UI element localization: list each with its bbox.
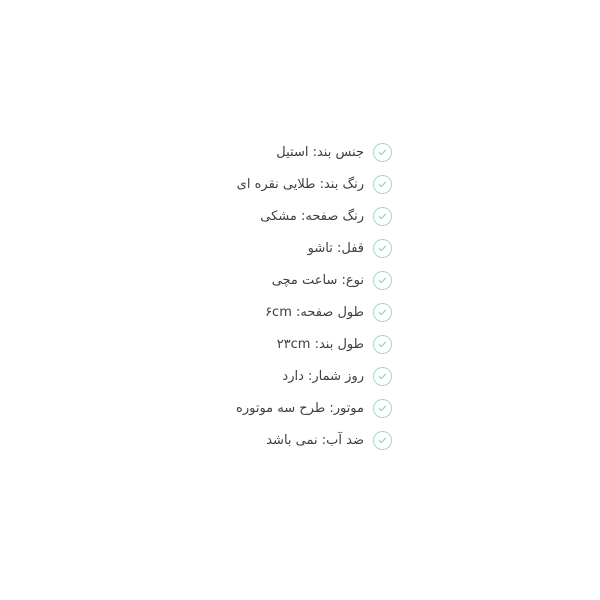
list-item — [202, 296, 392, 328]
list-item — [202, 200, 392, 232]
check-circle-icon — [373, 143, 392, 162]
spec-text: رنگ بند: طلایی نقره ای — [236, 176, 364, 192]
list-item — [202, 136, 392, 168]
spec-text: قفل: تاشو — [307, 240, 364, 256]
check-circle-icon — [373, 399, 392, 418]
check-circle-icon — [373, 303, 392, 322]
spec-text: رنگ صفحه: مشکی — [260, 208, 364, 224]
spec-text: موتور: طرح سه موتوره — [236, 400, 364, 416]
list-item — [202, 392, 392, 424]
spec-text: نوع: ساعت مچی — [271, 272, 364, 288]
list-item — [202, 168, 392, 200]
spec-text: طول بند: ۲۳cm — [276, 336, 364, 352]
list-item — [202, 232, 392, 264]
spec-text: ضد آب: نمی باشد — [266, 432, 364, 448]
list-item — [202, 328, 392, 360]
check-circle-icon — [373, 175, 392, 194]
check-circle-icon — [373, 431, 392, 450]
list-item — [202, 360, 392, 392]
specification-list — [202, 136, 392, 456]
check-circle-icon — [373, 239, 392, 258]
check-circle-icon — [373, 271, 392, 290]
list-item — [202, 424, 392, 456]
spec-text: روز شمار: دارد — [282, 368, 364, 384]
check-circle-icon — [373, 207, 392, 226]
check-circle-icon — [373, 335, 392, 354]
spec-text: جنس بند: استیل — [276, 144, 364, 160]
check-circle-icon — [373, 367, 392, 386]
spec-text: طول صفحه: ۶cm — [265, 304, 364, 320]
list-item — [202, 264, 392, 296]
